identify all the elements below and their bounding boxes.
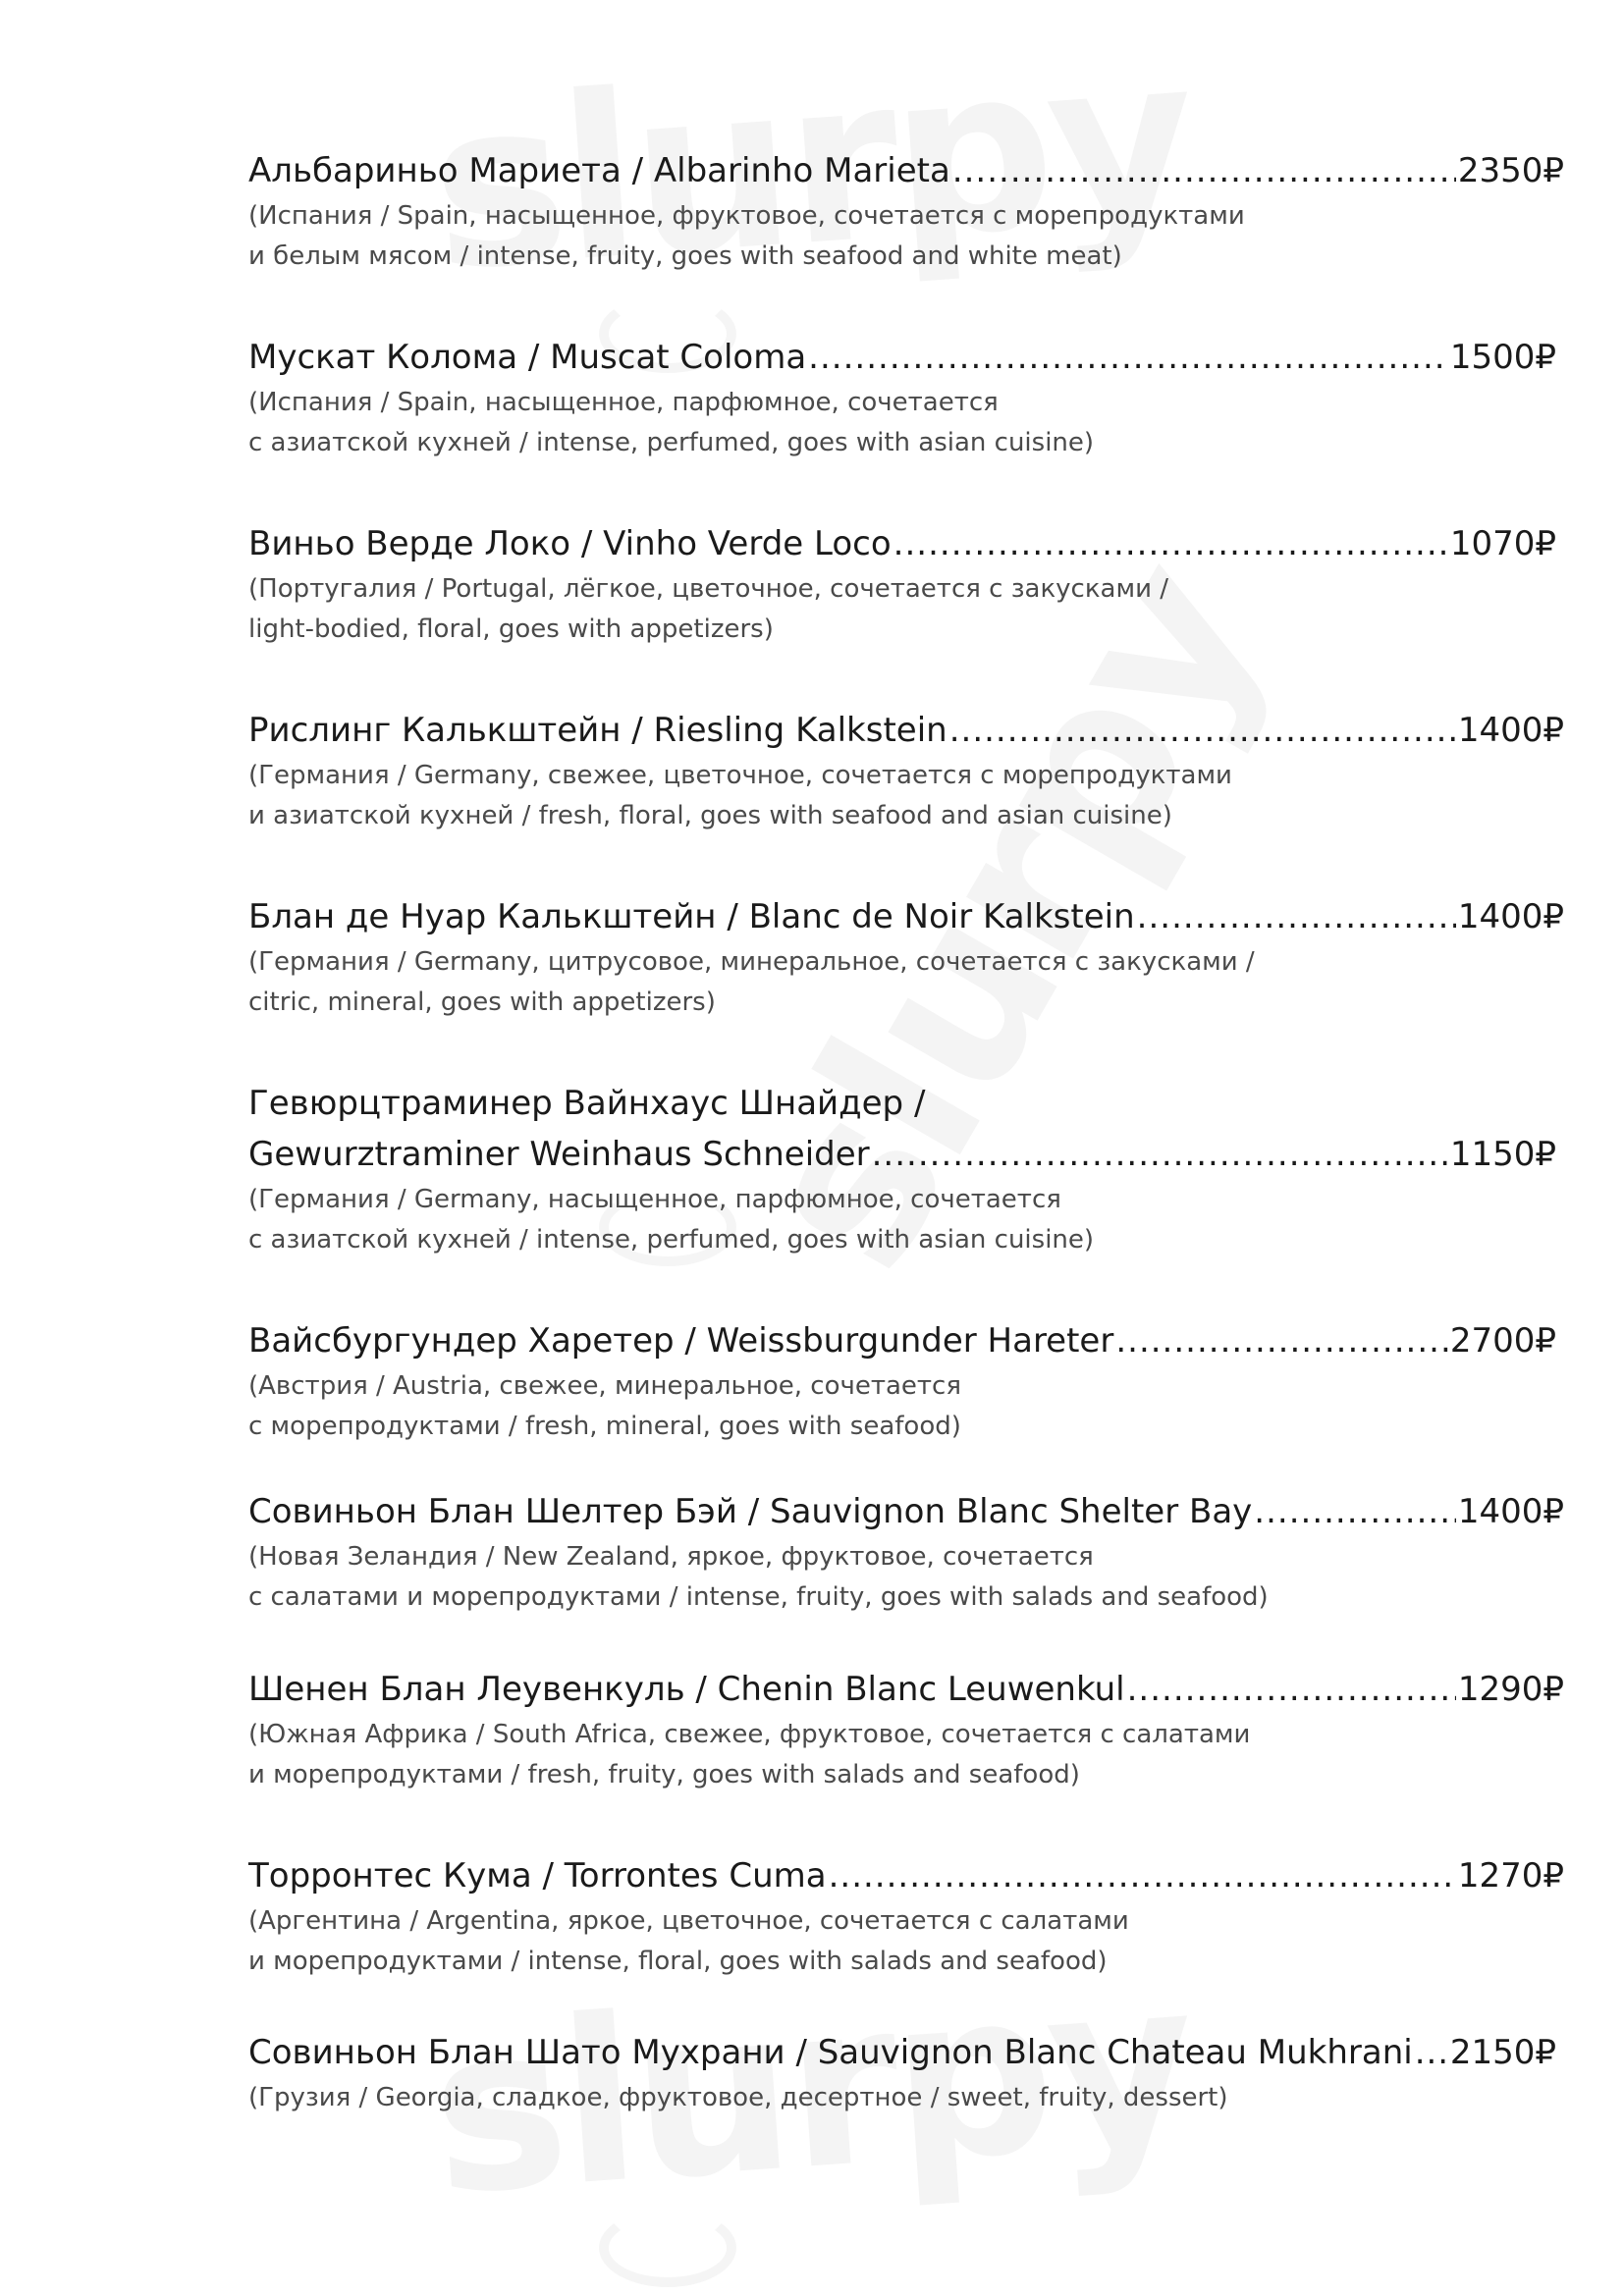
item-title-line [248,1315,1556,1366]
item-name: Торронтес Кума / Torrontes Cuma [248,1856,827,1896]
menu-item [248,891,1564,1023]
leader-dots [1127,1664,1456,1715]
item-title-line [248,332,1556,383]
menu-item [248,2027,1564,2118]
item-price: 1150₽ [1449,1135,1556,1174]
item-description: (Грузия / Georgia, сладкое, фруктовое, десертное / sweet, fruity, dessert) [248,2083,1228,2112]
item-description: (Германия / Germany, насыщенное, парфюмное, сочетается [248,1185,1061,1214]
leader-dots [952,145,1456,196]
item-name: Блан де Нуар Калькштейн / Blanc de Noir Kalkstein [248,897,1135,936]
item-name: Совиньон Блан Шато Мухрани / Sauvignon Blanc Chateau Mukhrani [248,2033,1413,2072]
item-name: Совиньон Блан Шелтер Бэй / Sauvignon Blanc Shelter Bay [248,1492,1253,1531]
item-name: Мускат Колома / Muscat Coloma [248,338,807,377]
item-description: citric, mineral, goes with appetizers) [248,988,716,1017]
item-price: 1400₽ [1457,711,1564,750]
item-description: (Испания / Spain, насыщенное, фруктовое, сочетается с морепродуктами [248,201,1245,231]
item-title-line [248,1486,1564,1537]
item-name-line1: Гевюрцтраминер Вайнхаус Шнайдер / [248,1084,926,1123]
item-description: с азиатской кухней / intense, perfumed, goes with asian cuisine) [248,428,1095,457]
leader-dots [808,332,1448,383]
item-name: Gewurztraminer Weinhaus Schneider [248,1135,870,1174]
item-price: 2700₽ [1449,1321,1556,1361]
item-price: 1500₽ [1449,338,1556,377]
item-title-line [248,891,1564,942]
item-name: Вайсбургундер Харетер / Weissburgunder Hareter [248,1321,1114,1361]
item-price: 2150₽ [1449,2033,1556,2072]
item-title-line [248,705,1564,756]
item-name: Альбариньо Мариета / Albarinho Marieta [248,151,950,190]
item-description: с азиатской кухней / intense, perfumed, goes with asian cuisine) [248,1225,1095,1255]
menu-item [248,1850,1564,1982]
item-name: Шенен Блан Леувенкуль / Chenin Blanc Leuwenkul [248,1670,1125,1709]
item-title-line [248,2027,1556,2078]
menu-item [248,1078,1564,1260]
watermark-swirl-icon [599,2209,736,2287]
menu-item [248,1315,1564,1447]
leader-dots [872,1129,1448,1180]
item-price: 1270₽ [1457,1856,1564,1896]
item-description: и белым мясом / intense, fruity, goes with seafood and white meat) [248,241,1122,271]
item-title-line [248,145,1564,196]
menu-item [248,332,1556,463]
item-price: 1400₽ [1457,897,1564,936]
item-description: (Новая Зеландия / New Zealand, яркое, фруктовое, сочетается [248,1542,1094,1572]
item-description: и морепродуктами / intense, floral, goes with salads and seafood) [248,1947,1108,1976]
leader-dots [893,518,1448,569]
item-description: и азиатской кухней / fresh, floral, goes with seafood and asian cuisine) [248,801,1172,830]
menu-item [248,1486,1564,1618]
item-description: (Германия / Germany, свежее, цветочное, сочетается с морепродуктами [248,761,1232,790]
menu-item [248,705,1564,836]
leader-dots [1137,891,1456,942]
item-title-line [248,1850,1564,1901]
item-description: (Аргентина / Argentina, яркое, цветочное, сочетается с салатами [248,1906,1129,1936]
item-description: (Португалия / Portugal, лёгкое, цветочное, сочетается с закусками / [248,574,1169,604]
item-price: 1070₽ [1449,524,1556,563]
menu-item [248,145,1564,277]
leader-dots [1415,2027,1448,2078]
item-price: 1400₽ [1457,1492,1564,1531]
item-description: с морепродуктами / fresh, mineral, goes with seafood) [248,1412,961,1441]
leader-dots [949,705,1456,756]
menu-item [248,518,1564,650]
leader-dots [829,1850,1456,1901]
item-description: (Германия / Germany, цитрусовое, минеральное, сочетается с закусками / [248,947,1255,977]
item-title-line [248,1664,1564,1715]
item-description: и морепродуктами / fresh, fruity, goes with salads and seafood) [248,1760,1080,1789]
item-description: (Австрия / Austria, свежее, минеральное, сочетается [248,1371,961,1401]
item-name: Виньо Верде Локо / Vinho Verde Loco [248,524,892,563]
item-title-line [248,518,1556,569]
item-title-line [248,1129,1556,1180]
item-description: с салатами и морепродуктами / intense, fruity, goes with salads and seafood) [248,1582,1269,1612]
leader-dots [1115,1315,1448,1366]
menu-item [248,1664,1564,1795]
item-description: (Испания / Spain, насыщенное, парфюмное, сочетается [248,388,999,417]
item-description: light-bodied, floral, goes with appetizers) [248,614,774,644]
item-description: (Южная Африка / South Africa, свежее, фруктовое, сочетается с салатами [248,1720,1251,1749]
leader-dots [1254,1486,1456,1537]
item-price: 2350₽ [1457,151,1564,190]
item-price: 1290₽ [1457,1670,1564,1709]
item-name: Рислинг Калькштейн / Riesling Kalkstein [248,711,947,750]
